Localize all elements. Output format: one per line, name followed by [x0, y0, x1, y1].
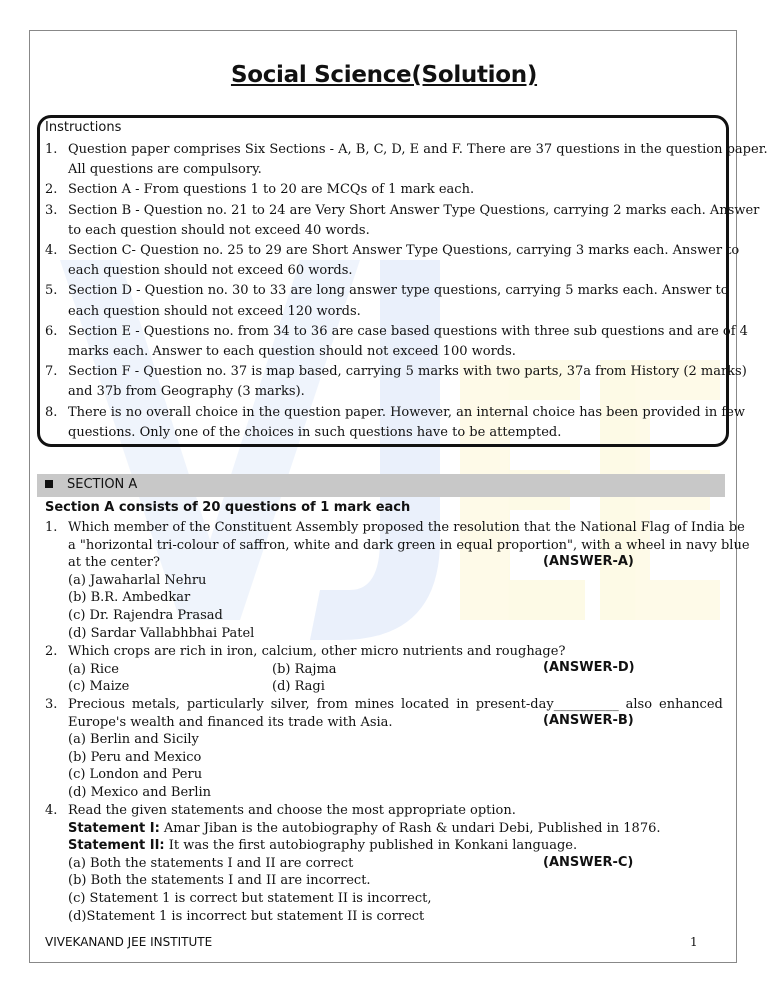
question-word: Precious: [68, 697, 125, 712]
question-text-line: Which member of the Constituent Assembly proposed the resolution that the National Flag of India be: [68, 520, 745, 535]
option: (b) B.R. Ambedkar: [68, 590, 191, 606]
instruction-number: 4.: [45, 243, 58, 258]
option: (a) Berlin and Sicily: [68, 732, 199, 748]
instruction-text-line: to each question should not exceed 40 words.: [68, 222, 370, 238]
question-word: also: [625, 697, 653, 712]
page-number: 1: [690, 935, 698, 949]
option: (d) Mexico and Berlin: [68, 785, 212, 800]
instruction-text-line: All questions are compulsory.: [68, 162, 262, 178]
instruction-text-line: Section B - Question no. 21 to 24 are Very Short Answer Type Questions, carrying 2 marks each. Answer: [68, 202, 760, 218]
question-number: 2.: [45, 644, 58, 659]
page-title: Social Science(Solution): [230, 62, 538, 88]
question-number: 4.: [45, 803, 58, 818]
statement-2: [68, 837, 577, 855]
section-label: SECTION A: [67, 477, 138, 492]
instruction-text-line: Section C- Question no. 25 to 29 are Short Answer Type Questions, carrying 3 marks each. Answer to: [68, 243, 740, 258]
option: (c) London and Peru: [68, 767, 203, 783]
question-number: 1.: [45, 520, 58, 535]
instruction-text-line: each question should not exceed 60 words.: [68, 263, 353, 279]
question-word: located: [400, 697, 450, 712]
option: (c) Statement 1 is correct but statement II is incorrect,: [68, 891, 432, 906]
option: (b) Rajma: [272, 661, 337, 677]
instruction-number: 3.: [45, 202, 58, 218]
option: (d) Ragi: [272, 679, 325, 695]
instruction-text-line: Question paper comprises Six Sections - A, B, C, D, E and F. There are 37 questions in the question paper.: [68, 142, 768, 157]
instruction-text-line: There is no overall choice in the question paper. However, an internal choice has been provided in few: [68, 404, 746, 420]
question-word: enhanced: [659, 697, 723, 712]
footer-institute: VIVEKANAND JEE INSTITUTE: [45, 935, 213, 949]
instruction-number: 1.: [45, 142, 58, 157]
statement-text: It was the first autobiography published in Konkani language.: [164, 838, 578, 854]
instruction-number: 7.: [45, 364, 58, 380]
instruction-text-line: Section F - Question no. 37 is map based, carrying 5 marks with two parts, 37a from History (2 marks): [68, 364, 747, 380]
question-text-line: at the center?: [68, 555, 160, 571]
section-a-header: [37, 474, 725, 497]
option: (c) Maize: [68, 679, 130, 695]
question-number: 3.: [45, 697, 58, 712]
instruction-number: 5.: [45, 283, 58, 299]
option: (d) Sardar Vallabhbhai Patel: [68, 625, 255, 641]
answer-label: (ANSWER-B): [543, 713, 634, 728]
instruction-number: 2.: [45, 182, 58, 198]
instruction-text-line: Section D - Question no. 30 to 33 are long answer type questions, carrying 5 marks each. Answer to: [68, 283, 729, 299]
instruction-text-line: Section A - From questions 1 to 20 are MCQs of 1 mark each.: [68, 182, 475, 198]
instruction-text-line: Section E - Questions no. from 34 to 36 are case based questions with three sub questions and are of 4: [68, 323, 748, 339]
question-word: mines: [354, 697, 395, 712]
statement-label: Statement II:: [68, 838, 165, 854]
instructions-heading: Instructions: [45, 120, 122, 135]
question-text-line: Read the given statements and choose the most appropriate option.: [68, 803, 516, 818]
option: (b) Both the statements I and II are incorrect.: [68, 873, 371, 889]
question-word: particularly: [186, 697, 264, 712]
instruction-number: 6.: [45, 323, 58, 339]
question-word: metals,: [131, 697, 180, 712]
question-text-line: [68, 696, 723, 714]
answer-label: (ANSWER-C): [543, 855, 634, 870]
option: (b) Peru and Mexico: [68, 749, 202, 765]
answer-label: (ANSWER-D): [543, 660, 635, 675]
question-word: present-day__________: [475, 697, 619, 712]
instruction-number: 8.: [45, 404, 58, 420]
answer-label: (ANSWER-A): [543, 554, 634, 569]
instruction-text-line: and 37b from Geography (3 marks).: [68, 384, 305, 400]
section-subheading: Section A consists of 20 questions of 1 mark each: [45, 500, 411, 515]
question-word: from: [316, 697, 348, 712]
question-word: in: [456, 697, 469, 712]
statement-text: Amar Jiban is the autobiography of Rash & undari Debi, Published in 1876.: [159, 820, 661, 836]
question-text-line: Europe's wealth and financed its trade with Asia.: [68, 714, 393, 730]
option: (a) Jawaharlal Nehru: [68, 572, 207, 588]
option: (a) Both the statements I and II are correct: [68, 855, 354, 871]
statement-label: Statement I:: [68, 820, 160, 836]
square-bullet-icon: [45, 480, 53, 488]
instruction-text-line: each question should not exceed 120 words.: [68, 303, 361, 319]
option: (c) Dr. Rajendra Prasad: [68, 608, 223, 623]
statement-1: [68, 820, 661, 838]
instruction-text-line: marks each. Answer to each question should not exceed 100 words.: [68, 343, 516, 359]
question-text-line: Which crops are rich in iron, calcium, other micro nutrients and roughage?: [68, 644, 566, 659]
instruction-text-line: questions. Only one of the choices in such questions have to be attempted.: [68, 424, 562, 440]
option: (a) Rice: [68, 661, 119, 677]
option: (d)Statement 1 is incorrect but statement II is correct: [68, 908, 425, 924]
question-word: silver,: [270, 697, 310, 712]
question-text-line: a "horizontal tri-colour of saffron, white and dark green in equal proportion", with a wheel in navy blue: [68, 537, 750, 553]
